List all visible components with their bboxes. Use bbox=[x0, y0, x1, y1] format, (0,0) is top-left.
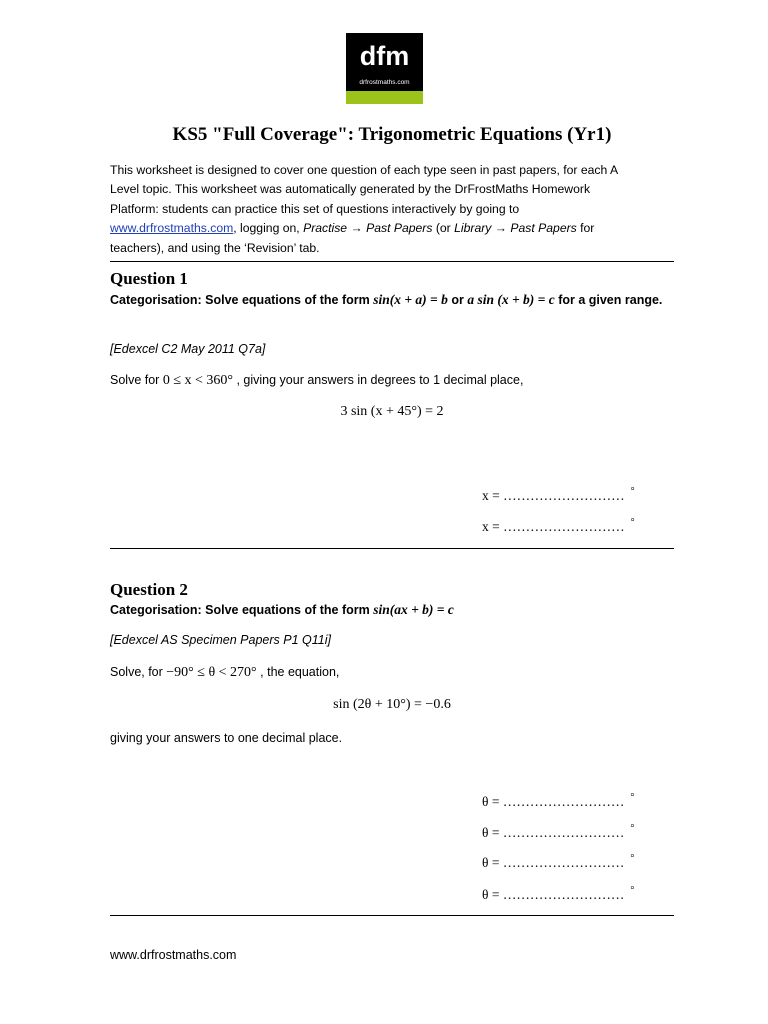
question-2-instruction: giving your answers to one decimal place. bbox=[110, 731, 343, 745]
intro-practise: Practise bbox=[303, 221, 348, 236]
answer-label: x = bbox=[482, 488, 504, 503]
intro-past-papers-2: Past Papers bbox=[510, 221, 577, 236]
intro-text-2: , logging on, bbox=[233, 221, 304, 236]
answer-dots: ……………………… bbox=[503, 488, 625, 503]
dfm-logo bbox=[346, 33, 423, 104]
divider bbox=[110, 261, 674, 262]
intro-past-papers-1: Past Papers bbox=[366, 221, 433, 236]
intro-text-1: This worksheet is designed to cover one question of each type seen in past papers, for each A Level topic. This worksheet was automatically generated by the DrFrostMaths Homework Platform: students can practice this set of questions interactively by going to bbox=[110, 163, 618, 216]
question-2-categorisation bbox=[110, 600, 670, 620]
question-1-equation: 3 sin (x + 45°) = 2 bbox=[340, 404, 444, 419]
prompt-math: −90° ≤ θ < 270° bbox=[166, 665, 257, 680]
cat-math: a sin (x + b) = c bbox=[467, 292, 555, 307]
footer-url: www.drfrostmaths.com bbox=[110, 948, 237, 962]
logo-text: dfm bbox=[359, 41, 410, 71]
question-1-prompt bbox=[110, 373, 523, 389]
intro-text-4: for teachers), and using the ‘Revision’ tab. bbox=[110, 221, 595, 255]
intro-arrow-1: → bbox=[347, 221, 367, 236]
degree-unit: ° bbox=[630, 792, 635, 803]
answer-line[interactable] bbox=[482, 517, 635, 535]
question-1-title: Question 1 bbox=[110, 269, 188, 288]
question-2-title: Question 2 bbox=[110, 580, 188, 599]
question-1-categorisation bbox=[110, 290, 670, 310]
drfrostmaths-link[interactable]: www.drfrostmaths.com bbox=[110, 221, 234, 236]
degree-unit: ° bbox=[630, 853, 635, 864]
answer-label: θ = bbox=[482, 794, 503, 809]
divider bbox=[110, 915, 674, 916]
answer-line[interactable] bbox=[482, 792, 634, 810]
cat-math: sin(ax + b) = c bbox=[373, 602, 454, 617]
degree-unit: ° bbox=[630, 486, 635, 497]
answer-line[interactable] bbox=[482, 823, 634, 841]
intro-library: Library bbox=[454, 221, 492, 236]
cat-math: sin(x + a) = b bbox=[373, 292, 448, 307]
intro-text-3: (or bbox=[432, 221, 455, 236]
answer-label: θ = bbox=[482, 855, 503, 870]
answer-dots: ……………………… bbox=[502, 825, 625, 840]
question-2-source: [Edexcel AS Specimen Papers P1 Q11i] bbox=[110, 633, 331, 647]
answer-label: θ = bbox=[482, 887, 503, 902]
question-1-source: [Edexcel C2 May 2011 Q7a] bbox=[110, 342, 266, 356]
page-title: KS5 "Full Coverage": Trigonometric Equations (Yr1) bbox=[172, 124, 612, 145]
answer-line[interactable] bbox=[482, 486, 635, 504]
prompt-text: , the equation, bbox=[256, 665, 340, 679]
prompt-text: Solve for bbox=[110, 373, 163, 387]
cat-text: or bbox=[447, 293, 468, 307]
degree-unit: ° bbox=[630, 823, 635, 834]
cat-text: Categorisation: Solve equations of the form bbox=[110, 603, 374, 617]
degree-unit: ° bbox=[630, 885, 635, 896]
cat-text: Categorisation: Solve equations of the form bbox=[110, 293, 374, 307]
answer-line[interactable] bbox=[482, 853, 634, 871]
prompt-text: Solve, for bbox=[110, 665, 167, 679]
degree-unit: ° bbox=[630, 517, 635, 528]
cat-text: for a given range. bbox=[554, 293, 663, 307]
intro-paragraph bbox=[110, 161, 630, 258]
answer-dots: ……………………… bbox=[502, 855, 625, 870]
answer-dots: ……………………… bbox=[503, 519, 625, 534]
answer-dots: ……………………… bbox=[502, 887, 625, 902]
answer-line[interactable] bbox=[482, 885, 634, 903]
answer-label: θ = bbox=[482, 825, 503, 840]
divider bbox=[110, 548, 674, 549]
answer-label: x = bbox=[482, 519, 504, 534]
prompt-math: 0 ≤ x < 360° bbox=[162, 373, 233, 388]
question-2-prompt bbox=[110, 665, 339, 681]
prompt-text: , giving your answers in degrees to 1 decimal place, bbox=[233, 373, 524, 387]
logo-stripe bbox=[346, 91, 423, 104]
answer-dots: ……………………… bbox=[502, 794, 625, 809]
logo-url: drfrostmaths.com bbox=[359, 79, 410, 86]
question-2-equation: sin (2θ + 10°) = −0.6 bbox=[333, 697, 451, 712]
intro-arrow-2: → bbox=[491, 221, 511, 236]
